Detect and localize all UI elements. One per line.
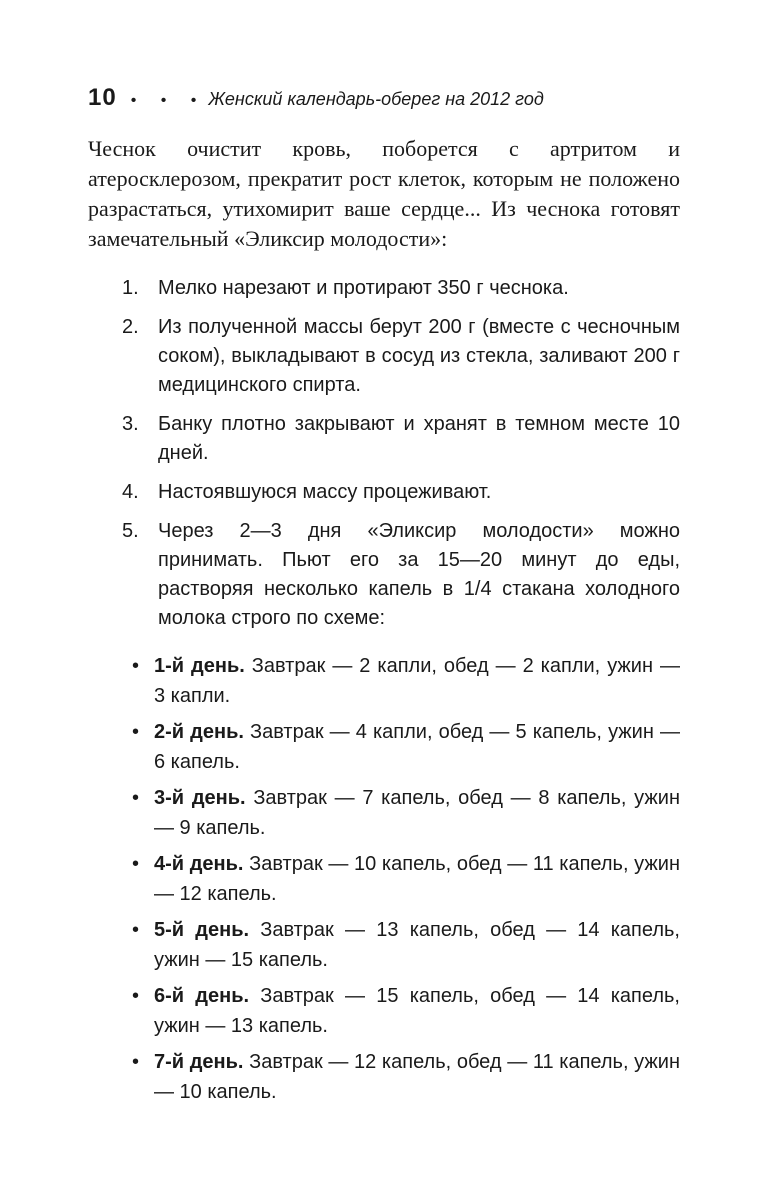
header-dots: • • •	[130, 92, 207, 109]
step-number: 3.	[122, 413, 139, 435]
dosage-day-item	[88, 651, 680, 711]
step-text: Банку плотно закрывают и хранят в темном месте 10 дней.	[158, 413, 680, 464]
day-dosage: Завтрак — 13 капель, обед — 14 капель, ужин — 15 капель.	[154, 919, 680, 971]
dosage-day-item	[88, 717, 680, 777]
recipe-step	[88, 313, 680, 400]
recipe-steps-list	[88, 274, 680, 633]
recipe-step	[88, 478, 680, 507]
step-text: Мелко нарезают и протирают 350 г чеснока.	[158, 277, 569, 299]
book-page	[88, 84, 680, 1113]
day-label: 3-й день.	[154, 787, 246, 809]
step-number: 4.	[122, 481, 139, 503]
day-dosage: Завтрак — 7 капель, обед — 8 капель, ужин — 9 капель.	[154, 787, 681, 839]
recipe-step	[88, 274, 680, 303]
dosage-schedule-list	[88, 651, 680, 1107]
dosage-day-item	[88, 849, 680, 909]
day-dosage: Завтрак — 2 капли, обед — 2 капли, ужин — 3 капли.	[154, 655, 680, 707]
dosage-day-item	[88, 1047, 680, 1107]
day-dosage: Завтрак — 4 капли, обед — 5 капель, ужин — 6 капель.	[154, 721, 680, 773]
day-label: 7-й день.	[154, 1051, 244, 1073]
step-text: Настоявшуюся массу процеживают.	[158, 481, 492, 503]
step-text: Через 2—3 дня «Эликсир молодости» можно принимать. Пьют его за 15—20 минут до еды, растворяя несколько капель в 1/4 стакана холодного молока строго по схеме:	[158, 520, 680, 629]
bullet-icon: •	[132, 721, 140, 743]
bullet-icon: •	[132, 853, 140, 875]
day-label: 4-й день.	[154, 853, 244, 875]
bullet-icon: •	[132, 787, 140, 809]
recipe-step	[88, 517, 680, 633]
day-label: 6-й день.	[154, 985, 250, 1007]
day-label: 5-й день.	[154, 919, 250, 941]
page-number: 10	[88, 84, 117, 111]
step-text: Из полученной массы берут 200 г (вместе с чесночным соком), выкладывают в сосуд из стекла, заливают 200 г медицинского спирта.	[158, 316, 680, 396]
day-dosage: Завтрак — 15 капель, обед — 14 капель, ужин — 13 капель.	[154, 985, 680, 1037]
dosage-day-item	[88, 915, 680, 975]
dosage-day-item	[88, 783, 680, 843]
step-number: 2.	[122, 316, 139, 338]
day-dosage: Завтрак — 10 капель, обед — 11 капель, ужин — 12 капель.	[154, 853, 680, 905]
bullet-icon: •	[132, 985, 140, 1007]
running-head	[88, 84, 680, 120]
book-title: Женский календарь-оберег на 2012 год	[208, 89, 544, 109]
bullet-icon: •	[132, 919, 140, 941]
recipe-step	[88, 410, 680, 468]
bullet-icon: •	[132, 655, 140, 677]
day-dosage: Завтрак — 12 капель, обед — 11 капель, ужин — 10 капель.	[154, 1051, 680, 1103]
step-number: 5.	[122, 520, 139, 542]
dosage-day-item	[88, 981, 680, 1041]
day-label: 1-й день.	[154, 655, 245, 677]
step-number: 1.	[122, 277, 139, 299]
intro-paragraph: Чеснок очистит кровь, поборется с артритом и атеросклерозом, прекратит рост клеток, которым не положено разрастаться, утихомирит ваше сердце... Из чеснока готовят замечательный «Эликсир молодости»:	[88, 136, 680, 251]
day-label: 2-й день.	[154, 721, 244, 743]
bullet-icon: •	[132, 1051, 140, 1073]
